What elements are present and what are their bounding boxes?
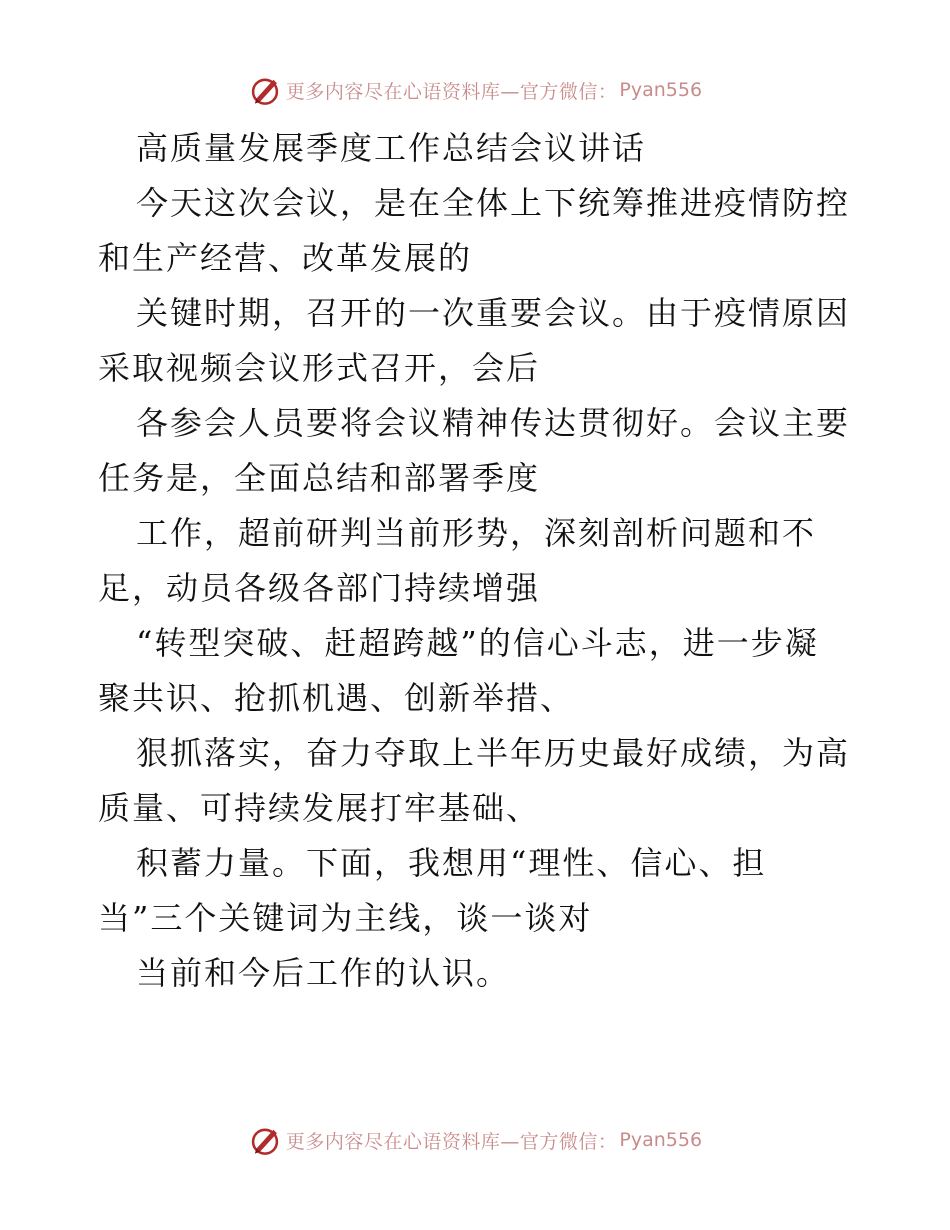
pen-logo-icon [248,73,282,107]
paragraph-line: 和生产经营、改革发展的 [98,239,473,277]
paragraph-line: 狠抓落实，奋力夺取上半年历史最好成绩，为高 [136,734,851,772]
footer-watermark [0,1120,950,1160]
paragraph-line: 足，动员各级各部门持续增强 [98,569,541,607]
watermark-handle: Pyan556 [619,1129,703,1151]
watermark-text: 更多内容尽在心语资料库—官方微信： [285,1130,618,1153]
paragraph-line: “转型突破、赶超跨越”的信心斗志，进一步凝 [136,624,819,662]
pen-logo-icon [248,1123,282,1157]
paragraph-line: 采取视频会议形式召开，会后 [98,349,541,387]
paragraph-line: 当前和今后工作的认识。 [136,954,511,992]
paragraph-line: 聚共识、抢抓机遇、创新举措、 [98,679,575,717]
watermark-text: 更多内容尽在心语资料库—官方微信： [285,80,618,103]
paragraph-line: 积蓄力量。下面，我想用“理性、信心、担 [136,844,767,882]
paragraph-line: 今天这次会议，是在全体上下统筹推进疫情防控 [136,184,851,222]
header-watermark [0,70,950,110]
paragraph-line: 关键时期，召开的一次重要会议。由于疫情原因 [136,294,851,332]
paragraph-line: 当”三个关键词为主线，谈一谈对 [98,899,593,937]
paragraph-line: 各参会人员要将会议精神传达贯彻好。会议主要 [136,404,851,442]
watermark-handle: Pyan556 [619,79,703,101]
paragraph-line: 工作，超前研判当前形势，深刻剖析问题和不 [136,514,817,552]
paragraph-line: 质量、可持续发展打牢基础、 [98,789,541,827]
paragraph-line: 任务是，全面总结和部署季度 [98,459,541,497]
document-title: 高质量发展季度工作总结会议讲话 [136,129,647,167]
document-body [98,124,878,1004]
